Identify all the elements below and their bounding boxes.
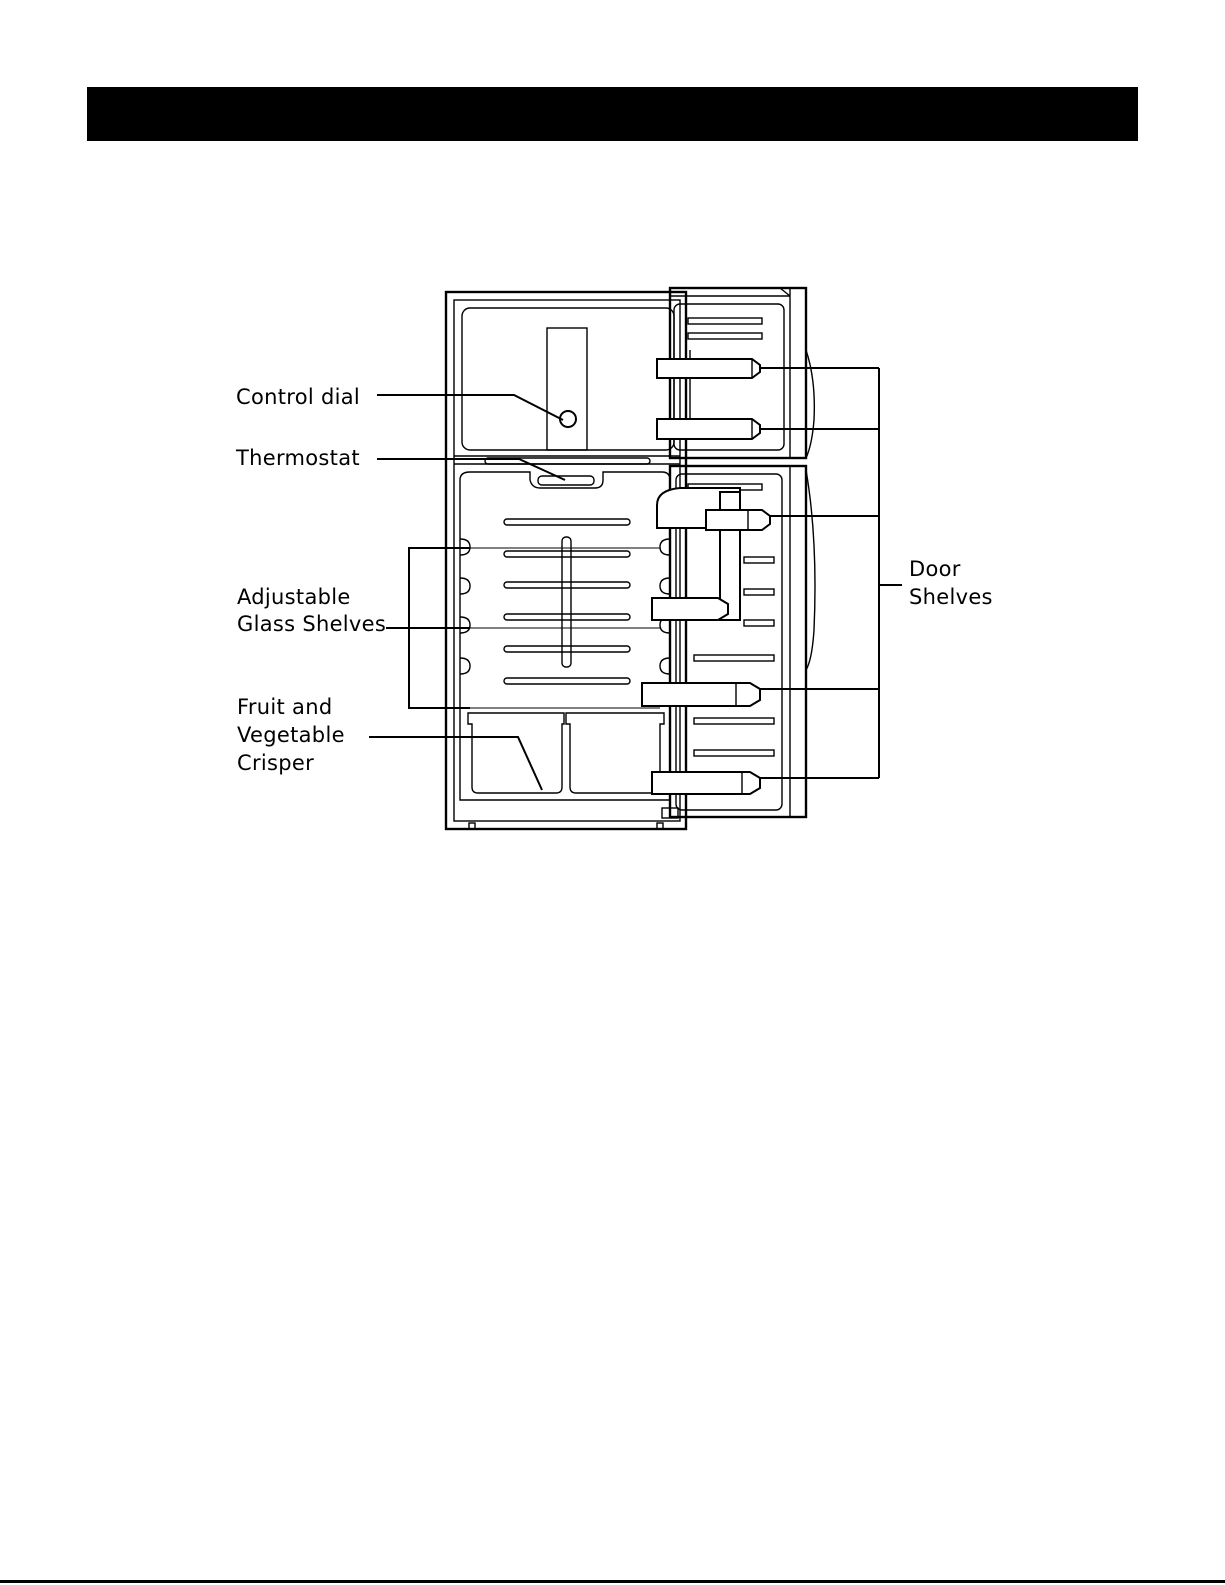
leader-control-dial <box>377 395 563 420</box>
label-thermostat: Thermostat <box>236 446 360 470</box>
freezer-compartment <box>462 308 674 450</box>
label-door-shelves-2: Shelves <box>909 585 993 609</box>
leader-crisper <box>369 737 542 790</box>
label-door-shelves-1: Door <box>909 557 961 581</box>
thermostat-housing <box>538 476 594 485</box>
fresh-food-door <box>642 466 815 818</box>
label-glass-shelves-1: Adjustable <box>237 585 351 609</box>
bottom-rule <box>0 1580 1225 1583</box>
fresh-food-compartment <box>460 472 670 800</box>
cabinet <box>446 292 686 829</box>
label-glass-shelves-2: Glass Shelves <box>237 612 387 636</box>
callout-leaders <box>369 368 902 790</box>
shelf-slots <box>504 519 630 684</box>
label-crisper-3: Crisper <box>237 751 315 775</box>
label-crisper-1: Fruit and <box>237 695 333 719</box>
crisper-drawers <box>468 713 664 793</box>
label-crisper-2: Vegetable <box>237 723 345 747</box>
leader-thermostat <box>377 459 565 480</box>
label-control-dial: Control dial <box>236 385 361 409</box>
